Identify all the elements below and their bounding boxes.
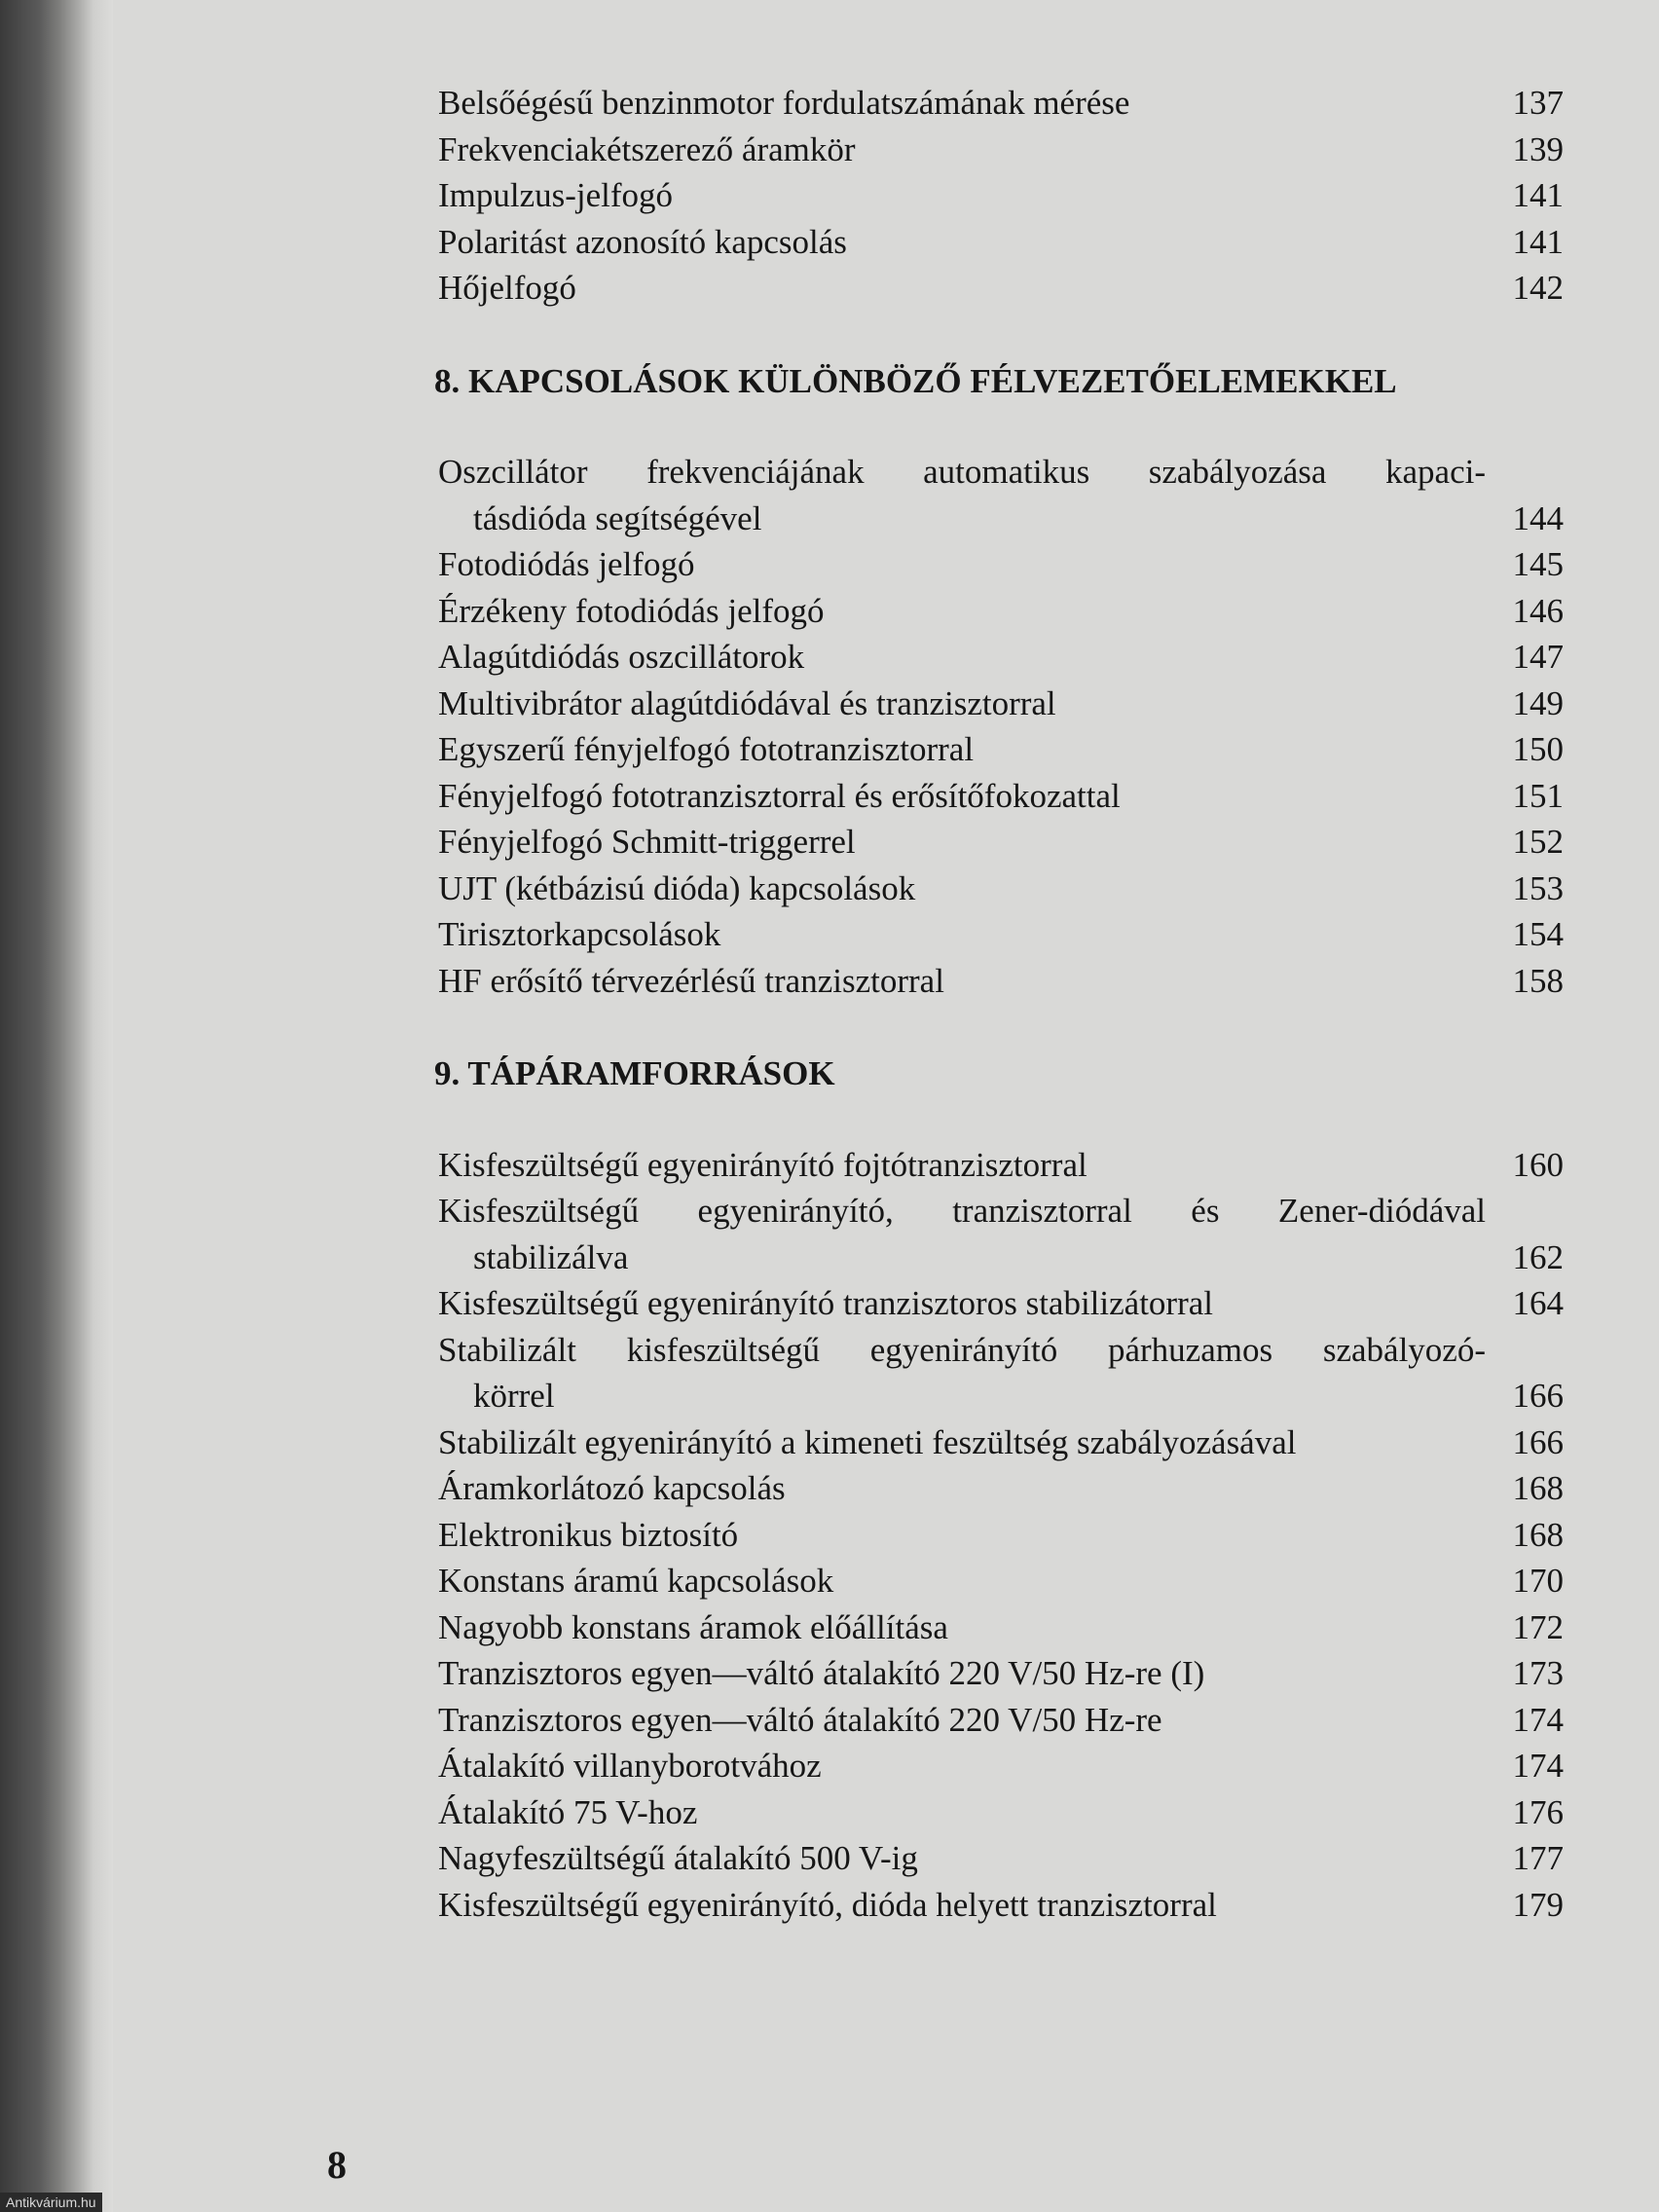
toc-entry-page: 142 xyxy=(1512,269,1564,307)
toc-entry-page: 173 xyxy=(1512,1654,1564,1692)
toc-entry xyxy=(438,1835,1567,1882)
toc-entry-title: Oszcillátor frekvenciájának automatikus szabályozása kapaci- xyxy=(438,453,1486,491)
toc-entry-page: 153 xyxy=(1512,868,1564,907)
toc-entry-title: Fotodiódás jelfogó xyxy=(438,545,695,583)
toc-entry-title: Átalakító villanyborotvához xyxy=(438,1747,822,1785)
toc-entry-title: Tranzisztoros egyen—váltó átalakító 220 V/50 Hz-re (I) xyxy=(438,1654,1205,1692)
section-heading: 9. TÁPÁRAMFORRÁSOK xyxy=(434,1054,835,1092)
toc-entry-title: Kisfeszültségű egyenirányító tranzisztoros stabilizátorral xyxy=(438,1284,1213,1322)
toc-entry-title-cont: stabilizálva xyxy=(473,1237,629,1276)
toc-entry-title: Hőjelfogó xyxy=(438,269,576,307)
watermark: Antikvárium.hu xyxy=(0,2193,102,2212)
toc-entry-title: Fényjelfogó Schmitt-triggerrel xyxy=(438,823,856,861)
toc-entry-title: Tirisztorkapcsolások xyxy=(438,915,721,953)
toc-entry-title: Impulzus-jelfogó xyxy=(438,176,674,214)
toc-entry-title: Alagútdiódás oszcillátorok xyxy=(438,638,805,676)
toc-entry-title: Átalakító 75 V-hoz xyxy=(438,1792,698,1831)
toc-entry xyxy=(438,1743,1567,1789)
toc-entry-page: 174 xyxy=(1512,1747,1564,1785)
toc-entry-page: 176 xyxy=(1512,1792,1564,1831)
toc-entry-page: 150 xyxy=(1512,730,1564,768)
toc-entry-title: Érzékeny fotodiódás jelfogó xyxy=(438,591,825,630)
toc-entry-page: 137 xyxy=(1512,84,1564,122)
toc-entry xyxy=(438,866,1567,912)
toc-entry-title: Nagyobb konstans áramok előállítása xyxy=(438,1607,948,1646)
toc-entry-page: 168 xyxy=(1512,1515,1564,1554)
toc-entry xyxy=(438,265,1567,312)
page-edge xyxy=(93,0,113,2212)
toc-entry-continuation xyxy=(438,1235,1567,1281)
toc-entry-page: 179 xyxy=(1512,1885,1564,1924)
toc-entry xyxy=(438,1512,1567,1559)
toc-entry-page: 154 xyxy=(1512,915,1564,953)
toc-entry xyxy=(438,1419,1567,1466)
toc-entry-title: Elektronikus biztosító xyxy=(438,1515,739,1554)
toc-entry-page: 177 xyxy=(1512,1839,1564,1877)
toc-entry-title-cont: körrel xyxy=(473,1377,555,1415)
toc-entry-title: Kisfeszültségű egyenirányító, tranzisztorral és Zener-diódával xyxy=(438,1192,1486,1230)
toc-entry xyxy=(438,1188,1567,1235)
toc-entry xyxy=(438,541,1567,588)
toc-entry-title: Fényjelfogó fototranzisztorral és erősítőfokozattal xyxy=(438,776,1121,815)
toc-entry-title: Multivibrátor alagútdiódával és tranzisztorral xyxy=(438,683,1056,722)
toc-entry-title: HF erősítő térvezérlésű tranzisztorral xyxy=(438,961,944,1000)
toc-entry-title: Kisfeszültségű egyenirányító, dióda helyett tranzisztorral xyxy=(438,1885,1217,1924)
toc-entry-page: 147 xyxy=(1512,638,1564,676)
toc-entry-title: Nagyfeszültségű átalakító 500 V-ig xyxy=(438,1839,918,1877)
toc-entry xyxy=(438,1142,1567,1189)
toc-entry-title: UJT (kétbázisú dióda) kapcsolások xyxy=(438,868,916,907)
toc-entry-page: 139 xyxy=(1512,129,1564,168)
toc-entry xyxy=(438,172,1567,219)
toc-entry-title: Polaritást azonosító kapcsolás xyxy=(438,222,847,261)
toc-entry xyxy=(438,1882,1567,1929)
toc-entry xyxy=(438,588,1567,635)
toc-entry xyxy=(438,1697,1567,1744)
toc-entry-page: 151 xyxy=(1512,776,1564,815)
toc-entry-page: 174 xyxy=(1512,1700,1564,1739)
toc-entry xyxy=(438,1327,1567,1374)
toc-entry-continuation xyxy=(438,1373,1567,1419)
toc-entry-page: 172 xyxy=(1512,1607,1564,1646)
toc-entry-title: Konstans áramú kapcsolások xyxy=(438,1562,834,1600)
toc-entry xyxy=(438,1789,1567,1836)
toc-entry-page: 146 xyxy=(1512,591,1564,630)
toc-entry-page: 162 xyxy=(1512,1237,1564,1276)
toc-entry-page: 152 xyxy=(1512,823,1564,861)
toc-entry-title: Egyszerű fényjelfogó fototranzisztorral xyxy=(438,730,975,768)
book-spine-shadow xyxy=(0,0,93,2212)
toc-entry-title: Stabilizált kisfeszültségű egyenirányító párhuzamos szabályozó- xyxy=(438,1330,1486,1369)
page-number: 8 xyxy=(327,2143,347,2187)
toc-entry xyxy=(438,819,1567,866)
toc-entry-page: 145 xyxy=(1512,545,1564,583)
toc-entry-page: 164 xyxy=(1512,1284,1564,1322)
toc-entry xyxy=(438,681,1567,727)
toc-entry-page: 168 xyxy=(1512,1469,1564,1507)
toc-entry xyxy=(438,1650,1567,1697)
toc-entry xyxy=(438,80,1567,127)
toc-entry xyxy=(438,958,1567,1005)
toc-entry xyxy=(438,773,1567,820)
toc-entry-page: 166 xyxy=(1512,1377,1564,1415)
toc-entry xyxy=(438,449,1567,496)
toc-entry-page: 160 xyxy=(1512,1145,1564,1184)
table-of-contents xyxy=(434,80,1567,1928)
toc-entry-title: Stabilizált egyenirányító a kimeneti feszültség szabályozásával xyxy=(438,1422,1297,1461)
toc-entry-page: 166 xyxy=(1512,1422,1564,1461)
toc-entry xyxy=(438,219,1567,266)
toc-entry-page: 158 xyxy=(1512,961,1564,1000)
toc-entry-page: 141 xyxy=(1512,176,1564,214)
toc-entry xyxy=(438,1558,1567,1604)
toc-entry-title: Áramkorlátozó kapcsolás xyxy=(438,1469,786,1507)
toc-entry-page: 170 xyxy=(1512,1562,1564,1600)
toc-entry xyxy=(438,1280,1567,1327)
toc-entry xyxy=(438,127,1567,173)
toc-entry-title: Belsőégésű benzinmotor fordulatszámának mérése xyxy=(438,84,1130,122)
toc-entry-page: 149 xyxy=(1512,683,1564,722)
toc-entry-title: Tranzisztoros egyen—váltó átalakító 220 V/50 Hz-re xyxy=(438,1700,1162,1739)
toc-entry xyxy=(438,634,1567,681)
toc-entry-title-cont: tásdióda segítségével xyxy=(473,498,762,537)
toc-entry-title: Frekvenciakétszerező áramkör xyxy=(438,129,856,168)
toc-entry xyxy=(438,1465,1567,1512)
toc-entry-page: 144 xyxy=(1512,498,1564,537)
toc-entry xyxy=(438,1604,1567,1651)
toc-entry xyxy=(438,911,1567,958)
toc-entry-continuation xyxy=(438,496,1567,542)
toc-entry-page: 141 xyxy=(1512,222,1564,261)
toc-entry-title: Kisfeszültségű egyenirányító fojtótranzisztorral xyxy=(438,1145,1088,1184)
toc-entry xyxy=(438,726,1567,773)
section-heading: 8. KAPCSOLÁSOK KÜLÖNBÖZŐ FÉLVEZETŐELEMEKKEL xyxy=(434,361,1397,400)
